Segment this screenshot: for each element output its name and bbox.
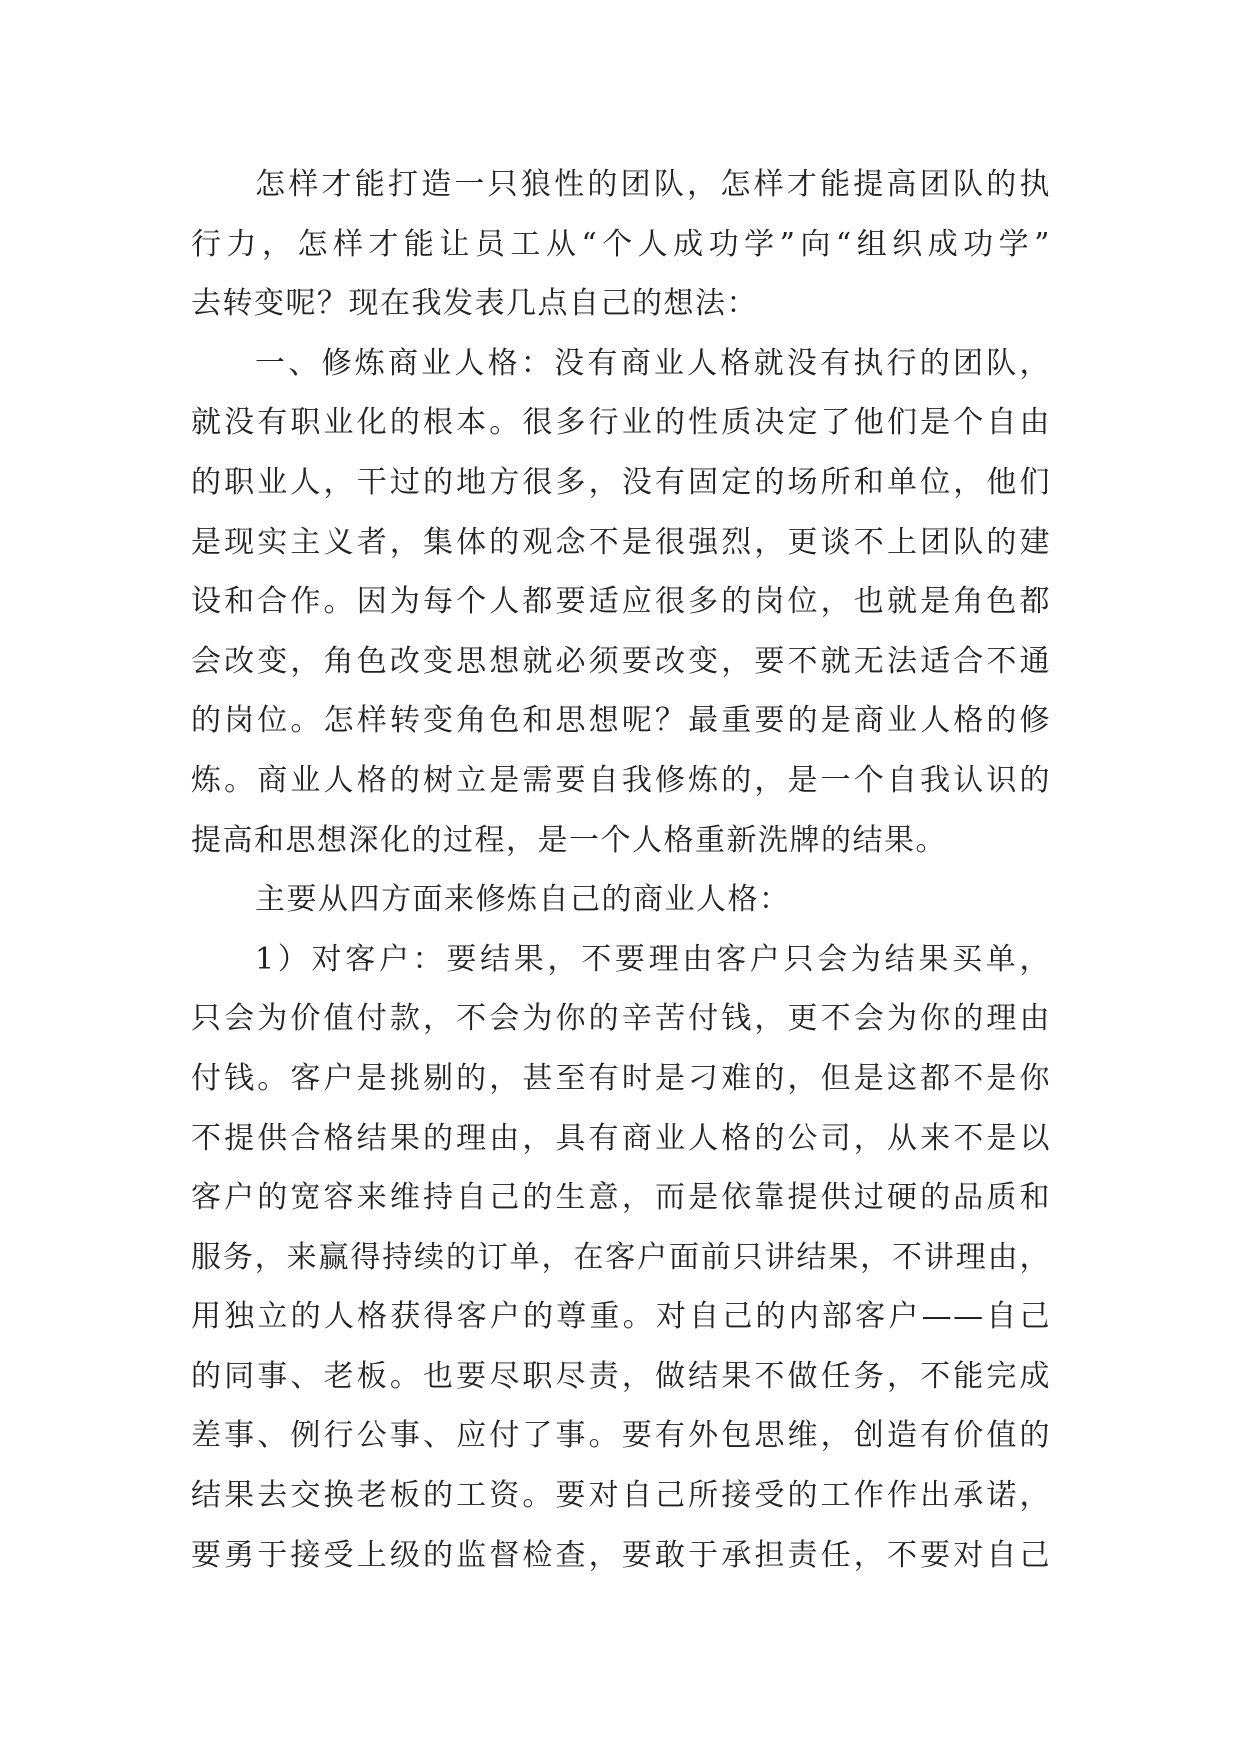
text-line: 炼。商业人格的树立是需要自我修炼的，是一个自我认识的 <box>191 762 1051 798</box>
text-line: 差事、例行公事、应付了事。要有外包思维，创造有价值的 <box>191 1418 1051 1454</box>
text-line: 提高和思想深化的过程，是一个人格重新洗牌的结果。 <box>191 822 947 858</box>
text-line: 用独立的人格获得客户的尊重。对自己的内部客户——自己 <box>191 1299 1051 1335</box>
text-line: 设和合作。因为每个人都要适应很多的岗位，也就是角色都 <box>191 584 1051 620</box>
text-line: 付钱。客户是挑剔的，甚至有时是刁难的，但是这都不是你 <box>191 1060 1051 1096</box>
text-line: 去转变呢？现在我发表几点自己的想法： <box>191 286 758 322</box>
text-line: 就没有职业化的根本。很多行业的性质决定了他们是个自由 <box>191 405 1051 441</box>
text-line: 一、修炼商业人格：没有商业人格就没有执行的团队， <box>255 345 1051 381</box>
text-line: 不提供合格结果的理由，具有商业人格的公司，从来不是以 <box>191 1120 1051 1156</box>
text-line: 的职业人，干过的地方很多，没有固定的场所和单位，他们 <box>191 464 1051 500</box>
text-line: 要勇于接受上级的监督检查，要敢于承担责任，不要对自己 <box>191 1537 1051 1573</box>
text-line: 的岗位。怎样转变角色和思想呢？最重要的是商业人格的修 <box>191 703 1051 739</box>
text-line: 行力，怎样才能让员工从“个人成功学”向“组织成功学” <box>191 226 1051 262</box>
text-line: 结果去交换老板的工资。要对自己所接受的工作作出承诺， <box>191 1478 1051 1514</box>
text-line: 只会为价值付款，不会为你的辛苦付钱，更不会为你的理由 <box>191 1001 1051 1037</box>
text-line: 是现实主义者，集体的观念不是很强烈，更谈不上团队的建 <box>191 524 1051 560</box>
text-line: 怎样才能打造一只狼性的团队，怎样才能提高团队的执 <box>255 167 1051 202</box>
text-line: 的同事、老板。也要尽职尽责，做结果不做任务，不能完成 <box>191 1358 1051 1394</box>
text-line: 客户的宽容来维持自己的生意，而是依靠提供过硬的品质和 <box>191 1180 1051 1216</box>
text-line: 1）对客户：要结果，不要理由客户只会为结果买单， <box>255 941 1051 977</box>
text-line: 会改变，角色改变思想就必须要改变，要不就无法适合不通 <box>191 643 1051 679</box>
text-line: 主要从四方面来修炼自己的商业人格： <box>255 882 791 918</box>
text-line: 服务，来赢得持续的订单，在客户面前只讲结果，不讲理由， <box>191 1239 1051 1275</box>
document-body <box>191 155 1051 1585</box>
